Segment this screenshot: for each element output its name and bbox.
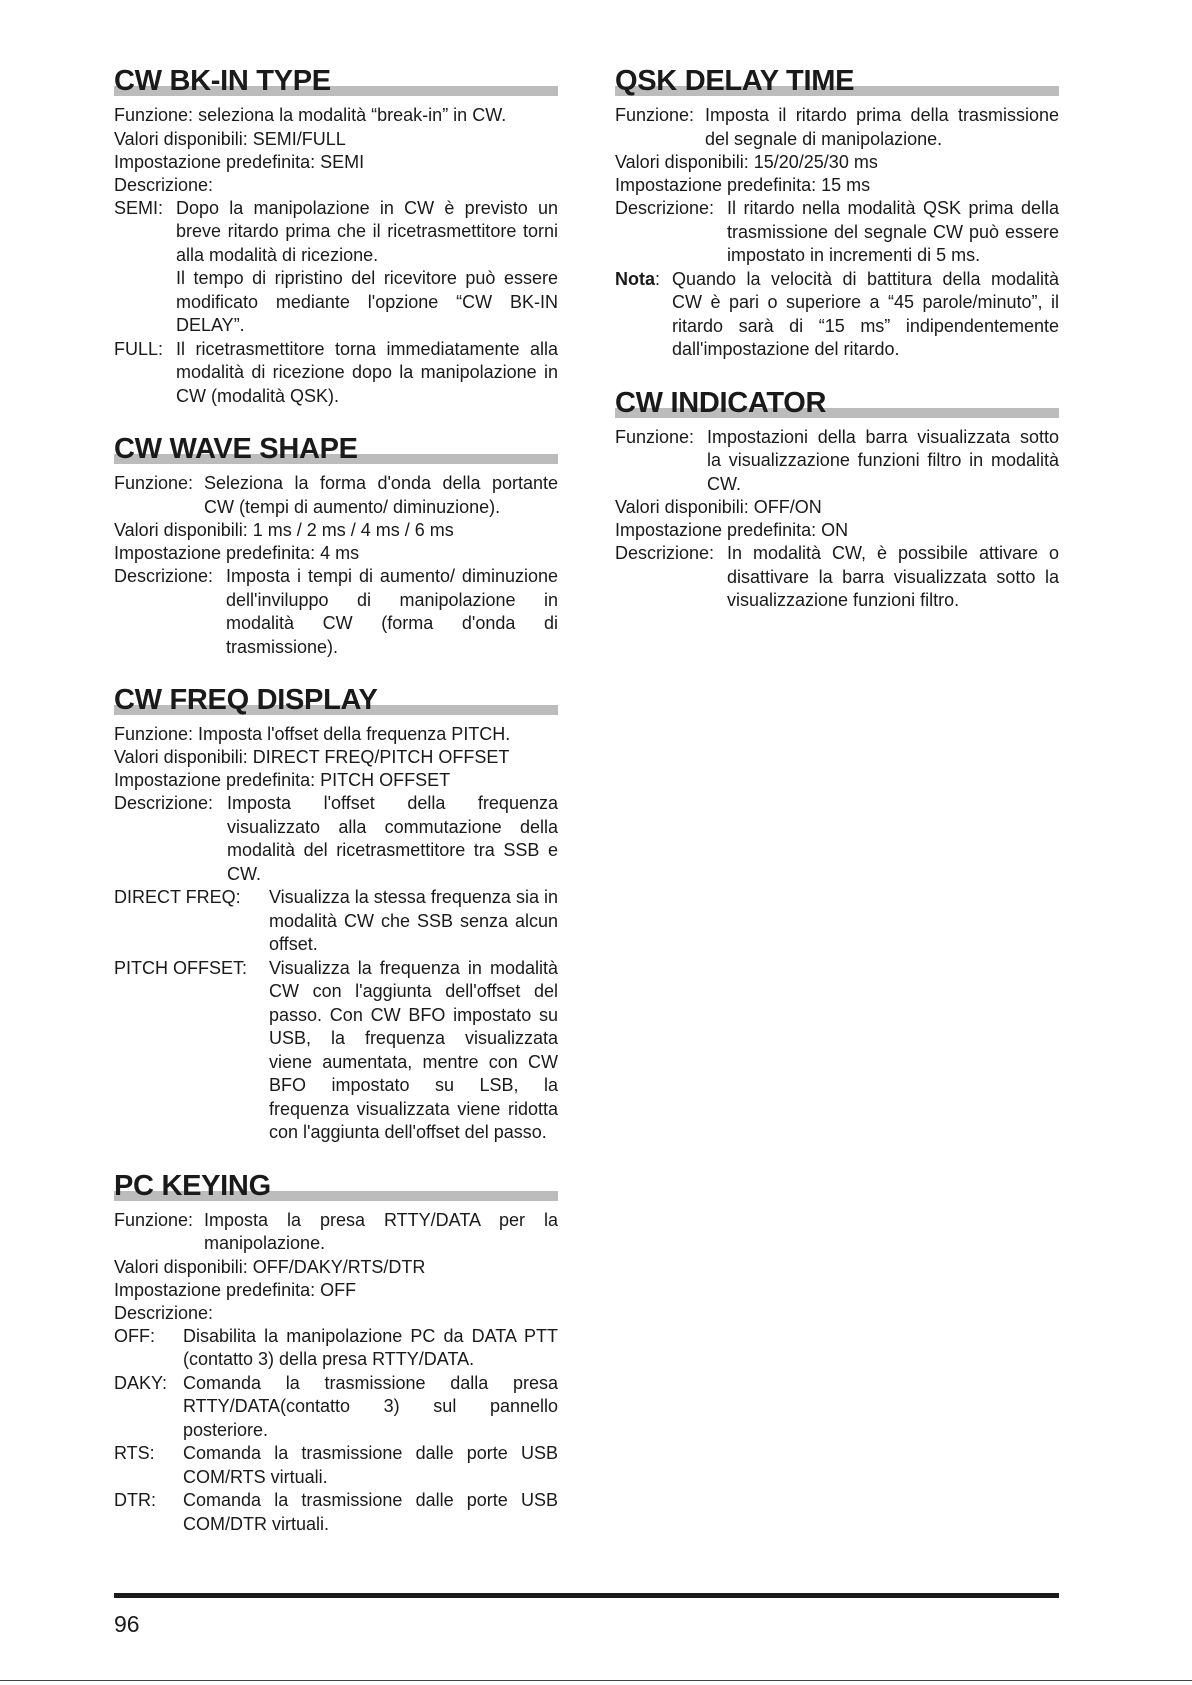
heading-title: CW WAVE SHAPE [114,433,358,465]
rts-row [114,1442,558,1489]
funzione-row [114,472,558,519]
descr-text: Imposta l'offset della frequenza visualizzato alla commutazione della modalità del ricetrasmettitore tra SSB e CW. [227,793,558,884]
direct-freq-label: DIRECT FREQ: [114,887,241,907]
heading-title: CW BK-IN TYPE [114,65,331,97]
section-heading [114,62,558,98]
section-heading [114,1167,558,1203]
section-cw-freq-display [114,681,558,1145]
section-heading [615,384,1059,420]
daky-text: Comanda la trasmissione dalla presa RTTY/DATA(contatto 3) sul pannello posteriore. [183,1372,558,1440]
nota-label-wrap [615,268,672,362]
heading-title: QSK DELAY TIME [615,65,855,97]
dtr-label: DTR: [114,1490,156,1510]
footer-rule [114,1593,1059,1598]
descr-label: Descrizione: [114,566,214,586]
funzione-text: seleziona la modalità “break-in” in CW. [193,105,507,125]
section-cw-indicator [615,384,1059,613]
rts-text: Comanda la trasmissione dalle porte USB COM/RTS virtuali. [183,1443,558,1487]
section-heading [615,62,1059,98]
descr-label: Descrizione: [615,198,715,218]
full-row [114,338,558,409]
descr-row [615,197,1059,268]
dtr-row [114,1489,558,1536]
funzione-label: Funzione: [114,1209,194,1230]
descr-text: Il ritardo nella modalità QSK prima della trasmissione del segnale CW può essere impostato in incrementi di 5 ms. [727,198,1059,265]
nota-label: Nota [615,268,655,289]
valori-text: Valori disponibili: SEMI/FULL [114,128,346,149]
valori-text: Valori disponibili: OFF/ON [615,497,822,517]
funzione-text: Imposta la presa RTTY/DATA per la manipolazione. [204,1209,558,1253]
section-cw-wave-shape [114,430,558,659]
funzione-text: Imposta il ritardo prima della trasmissione del segnale di manipolazione. [705,105,1059,149]
left-column [114,62,558,1558]
pitch-offset-label: PITCH OFFSET: [114,957,248,978]
right-column [615,62,1059,635]
descr-label: Descrizione: [615,543,715,563]
semi-text-block [176,197,558,338]
funzione-label: Funzione: [114,105,194,125]
descr-row [114,565,558,659]
descr-label: Descrizione: [114,174,214,195]
pitch-offset-row [114,957,558,1145]
predef-text: Impostazione predefinita: SEMI [114,151,365,172]
page-number: 96 [114,1611,140,1637]
valori-text: Valori disponibili: 15/20/25/30 ms [615,152,878,172]
heading-title: CW INDICATOR [615,386,827,419]
off-text: Disabilita la manipolazione PC da DATA PTT (contatto 3) della presa RTTY/DATA. [183,1325,558,1369]
semi-row [114,197,558,338]
off-label: OFF: [114,1325,155,1346]
direct-freq-row [114,886,558,957]
descr-row [114,792,558,886]
predef-text: Impostazione predefinita: OFF [114,1279,357,1300]
descr-row [615,542,1059,613]
page-edge-line [0,1680,1192,1681]
daky-label: DAKY: [114,1372,168,1393]
predef-text: Impostazione predefinita: PITCH OFFSET [114,770,451,790]
section-heading [114,681,558,717]
section-cw-bk-in-type [114,62,558,408]
predef-text: Impostazione predefinita: 4 ms [114,543,360,563]
nota-row [615,268,1059,362]
rts-label: RTS: [114,1443,155,1463]
valori-text: Valori disponibili: 1 ms / 2 ms / 4 ms / 6 ms [114,520,454,540]
dtr-text: Comanda la trasmissione dalle porte USB COM/DTR virtuali. [183,1490,558,1534]
section-heading [114,430,558,466]
section-pc-keying [114,1167,558,1537]
descr-text: In modalità CW, è possibile attivare o disattivare la barra visualizzata sotto la visualizzazione funzioni filtro. [727,543,1059,610]
descr-label: Descrizione: [114,793,214,813]
funzione-label: Funzione: [615,105,695,125]
descr-label: Descrizione: [114,1302,214,1323]
funzione-text: Funzione: Imposta l'offset della frequenza PITCH. [114,724,511,744]
heading-title: PC KEYING [114,1169,271,1202]
pitch-offset-text: Visualizza la frequenza in modalità CW con l'aggiunta dell'offset del passo. Con CW BFO impostato su USB, la frequenza visualizzata viene aumentata, mentre con CW BFO impostato su LSB, la frequenza visualizzata viene ridotta con l'aggiunta dell'offset del passo. [269,957,558,1142]
valori-text: Valori disponibili: DIRECT FREQ/PITCH OFFSET [114,747,510,767]
funzione-row [114,104,558,128]
predef-text: Impostazione predefinita: 15 ms [615,175,871,195]
funzione-text: Seleziona la forma d'onda della portante CW (tempi di aumento/ diminuzione). [204,473,558,517]
funzione-label: Funzione: [114,473,194,493]
funzione-row [615,426,1059,497]
nota-text: Quando la velocità di battitura della modalità CW è pari o superiore a “45 parole/minuto”, il ritardo sarà di “15 ms” indipendentemente dall'impostazione del ritardo. [672,268,1059,359]
section-qsk-delay-time [615,62,1059,362]
semi-text-2: Il tempo di ripristino del ricevitore può essere modificato mediante l'opzione “CW BK-IN DELAY”. [176,268,558,335]
full-text: Il ricetrasmettitore torna immediatamente alla modalità di ricezione dopo la manipolazione in CW (modalità QSK). [176,338,558,406]
nota-colon: : [655,268,661,289]
direct-freq-text: Visualizza la stessa frequenza sia in modalità CW che SSB senza alcun offset. [269,887,558,954]
full-label: FULL: [114,338,164,359]
funzione-row [615,104,1059,151]
funzione-text: Impostazioni della barra visualizzata sotto la visualizzazione funzioni filtro in modalità CW. [707,426,1059,494]
daky-row [114,1372,558,1443]
valori-text: Valori disponibili: OFF/DAKY/RTS/DTR [114,1256,426,1277]
descr-text: Imposta i tempi di aumento/ diminuzione dell'inviluppo di manipolazione in modalità CW (forma d'onda di trasmissione). [226,566,558,657]
off-row [114,1325,558,1372]
funzione-row [114,1209,558,1256]
semi-text: Dopo la manipolazione in CW è previsto un breve ritardo prima che il ricetrasmettitore torni alla modalità di ricezione. [176,197,558,265]
funzione-label: Funzione: [615,426,695,447]
predef-text: Impostazione predefinita: ON [615,520,849,540]
semi-label: SEMI: [114,197,164,218]
heading-title: CW FREQ DISPLAY [114,684,378,716]
